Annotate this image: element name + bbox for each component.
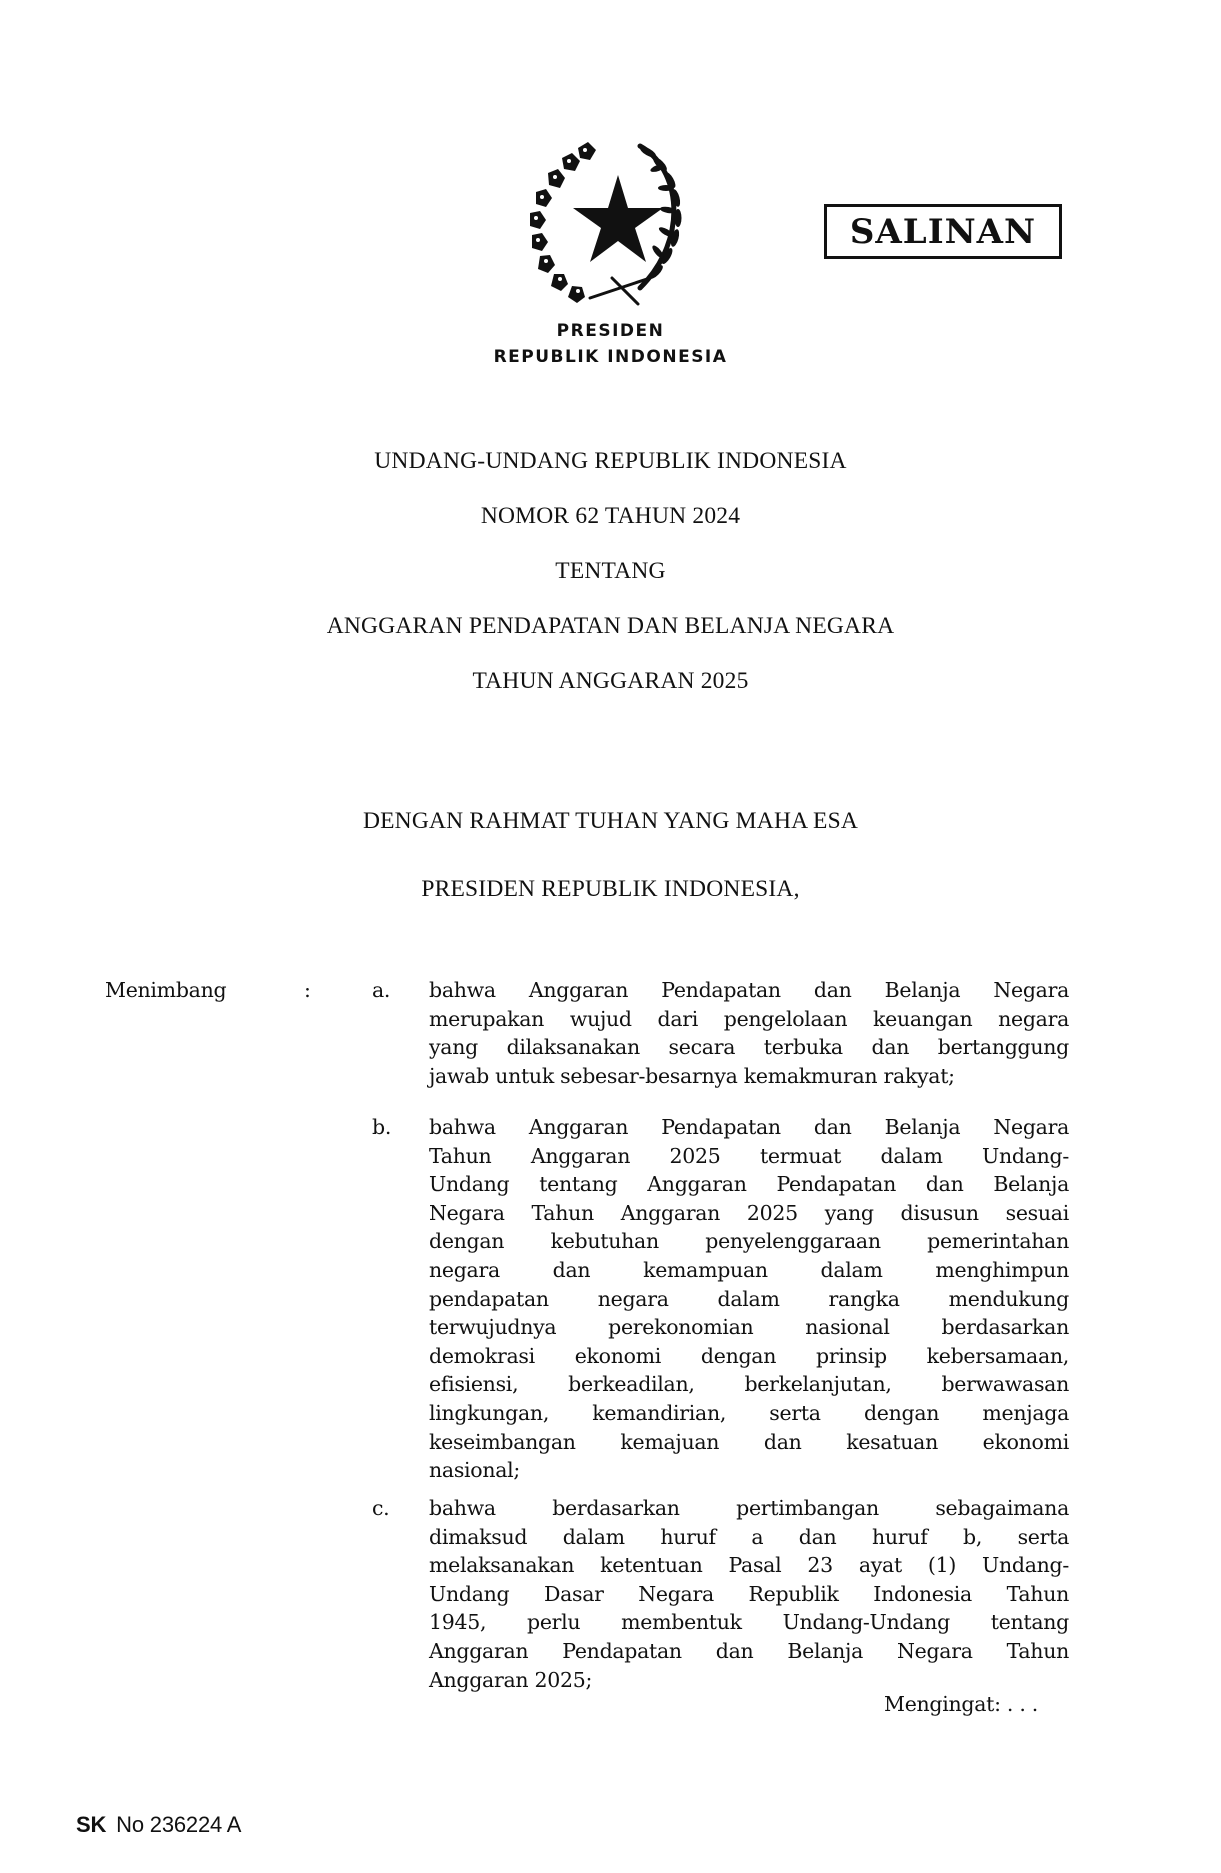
paragraph-line: efisiensi, berkeadilan, berkelanjutan, berwawasan (429, 1372, 1069, 1397)
paragraph-line: terwujudnya perekonomian nasional berdasarkan (429, 1315, 1069, 1340)
paragraph-line: nasional; (429, 1458, 521, 1483)
sk-serial-number (76, 1812, 241, 1838)
paragraph-line: bahwa berdasarkan pertimbangan sebagaimana (429, 1496, 1069, 1520)
paragraph-line: Anggaran Pendapatan dan Belanja Negara Tahun (429, 1638, 1069, 1663)
law-about-line: TENTANG (555, 558, 666, 584)
consideration-paragraph-a (429, 976, 1069, 1090)
consideration-paragraph-b (429, 1113, 1069, 1485)
list-marker-c: c. (372, 1496, 390, 1520)
paragraph-line: 1945, perlu membentuk Undang-Undang tentang (429, 1610, 1069, 1635)
presidential-emblem-icon (520, 128, 690, 308)
paragraph-line: Negara Tahun Anggaran 2025 yang disusun sesuai (429, 1200, 1069, 1225)
law-subject-line: ANGGARAN PENDAPATAN DAN BELANJA NEGARA (326, 613, 895, 639)
paragraph-line: demokrasi ekonomi dengan prinsip kebersamaan, (429, 1343, 1069, 1368)
paragraph-line: bahwa Anggaran Pendapatan dan Belanja Negara (429, 1115, 1069, 1139)
salinan-stamp: SALINAN (824, 204, 1062, 259)
paragraph-line: Tahun Anggaran 2025 termuat dalam Undang- (429, 1143, 1069, 1168)
preamble-invocation: DENGAN RAHMAT TUHAN YANG MAHA ESA (362, 808, 859, 834)
office-title-republic: REPUBLIK INDONESIA (493, 347, 728, 367)
paragraph-line: negara dan kemampuan dalam menghimpun (429, 1257, 1069, 1282)
considerations-colon: : (304, 978, 311, 1002)
office-title-president: PRESIDEN (556, 321, 665, 341)
sk-number-value: No 236224 A (116, 1812, 242, 1837)
paragraph-line: Undang Dasar Negara Republik Indonesia Tahun (429, 1581, 1069, 1606)
sk-prefix: SK (76, 1812, 107, 1837)
paragraph-line: yang dilaksanakan secara terbuka dan bertanggung (429, 1035, 1069, 1060)
consideration-paragraph-c (429, 1494, 1069, 1694)
list-marker-a: a. (372, 978, 391, 1002)
paragraph-line: Undang tentang Anggaran Pendapatan dan Belanja (429, 1172, 1069, 1197)
law-number-line: NOMOR 62 TAHUN 2024 (480, 503, 741, 529)
paragraph-line: pendapatan negara dalam rangka mendukung (429, 1286, 1069, 1311)
paragraph-line: jawab untuk sebesar-besarnya kemakmuran rakyat; (429, 1063, 955, 1088)
paragraph-line: merupakan wujud dari pengelolaan keuangan negara (429, 1006, 1069, 1031)
list-marker-b: b. (372, 1115, 392, 1139)
paragraph-line: lingkungan, kemandirian, serta dengan menjaga (429, 1400, 1069, 1425)
paragraph-line: keseimbangan kemajuan dan kesatuan ekonomi (429, 1429, 1069, 1454)
paragraph-line: Anggaran 2025; (429, 1667, 593, 1692)
law-fiscal-year-line: TAHUN ANGGARAN 2025 (472, 668, 749, 694)
paragraph-line: dengan kebutuhan penyelenggaraan pemerintahan (429, 1229, 1069, 1254)
paragraph-line: bahwa Anggaran Pendapatan dan Belanja Negara (429, 978, 1069, 1002)
paragraph-line: dimaksud dalam huruf a dan huruf b, serta (429, 1524, 1069, 1549)
paragraph-line: melaksanakan ketentuan Pasal 23 ayat (1) Undang- (429, 1553, 1069, 1578)
law-title-line: UNDANG-UNDANG REPUBLIK INDONESIA (374, 448, 847, 474)
preamble-president: PRESIDEN REPUBLIK INDONESIA, (421, 876, 800, 902)
next-page-catchword: Mengingat: . . . (884, 1692, 1038, 1716)
considerations-label: Menimbang (105, 978, 227, 1002)
